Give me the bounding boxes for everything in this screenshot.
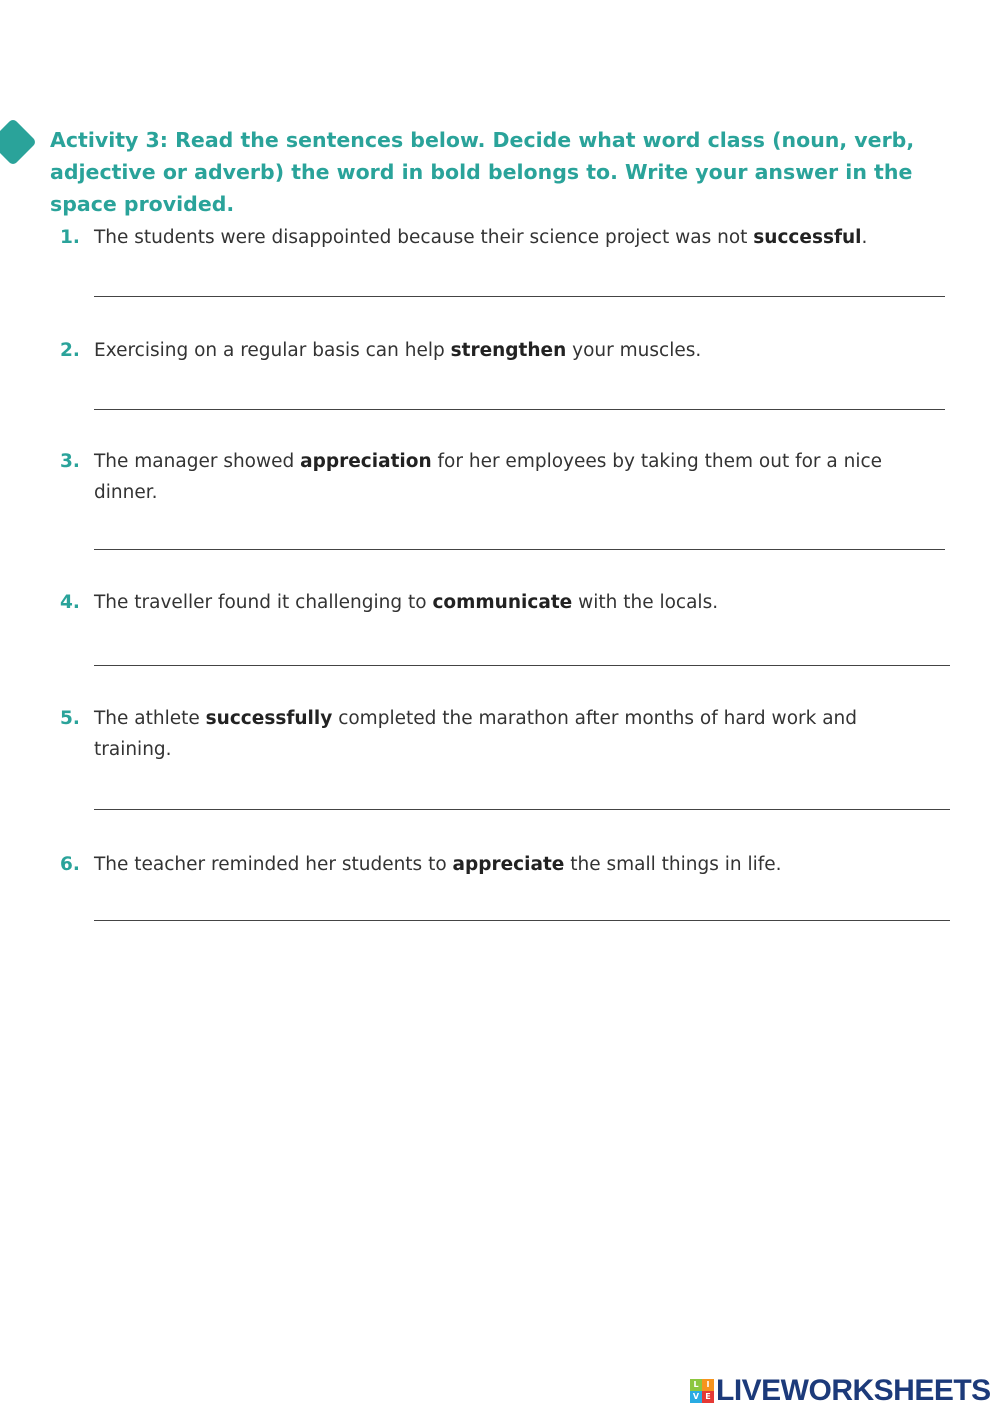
- bold-word: successfully: [205, 708, 333, 729]
- question-number: 1.: [60, 227, 80, 248]
- liveworksheets-logo: [690, 1374, 991, 1408]
- question-number: 2.: [60, 340, 80, 361]
- activity-title: Activity 3: Read the sentences below. Decide what word class (noun, verb, adjective or adverb) the word in bold belongs to. Write your answer in the space provided.: [50, 128, 915, 216]
- question-text: Exercising on a regular basis can help strengthen your muscles.: [94, 340, 702, 361]
- bold-word: appreciate: [452, 854, 565, 875]
- answer-line-5[interactable]: [94, 809, 950, 810]
- activity-diamond-icon: [0, 118, 37, 166]
- question-number: 4.: [60, 592, 80, 613]
- answer-line-1[interactable]: [94, 296, 945, 297]
- question-number: 6.: [60, 854, 80, 875]
- question-text: The athlete successfully completed the marathon after months of hard work and training.: [94, 708, 858, 760]
- bold-word: communicate: [432, 592, 573, 613]
- question-text: The traveller found it challenging to communicate with the locals.: [94, 592, 719, 613]
- question-text: The students were disappointed because their science project was not successful.: [94, 227, 868, 248]
- question-text: The manager showed appreciation for her employees by taking them out for a nice dinner.: [94, 451, 883, 503]
- liveworksheets-logo-icon: L I V E: [690, 1379, 714, 1403]
- answer-line-3[interactable]: [94, 549, 945, 550]
- bold-word: appreciation: [300, 451, 432, 472]
- answer-line-6[interactable]: [94, 920, 950, 921]
- bold-word: strengthen: [450, 340, 567, 361]
- answer-line-2[interactable]: [94, 409, 945, 410]
- answer-line-4[interactable]: [94, 665, 950, 666]
- logo-text: LIVEWORKSHEETS: [716, 1374, 991, 1407]
- question-number: 5.: [60, 708, 80, 729]
- bold-word: successful: [753, 227, 862, 248]
- question-text: The teacher reminded her students to appreciate the small things in life.: [94, 854, 782, 875]
- question-number: 3.: [60, 451, 80, 472]
